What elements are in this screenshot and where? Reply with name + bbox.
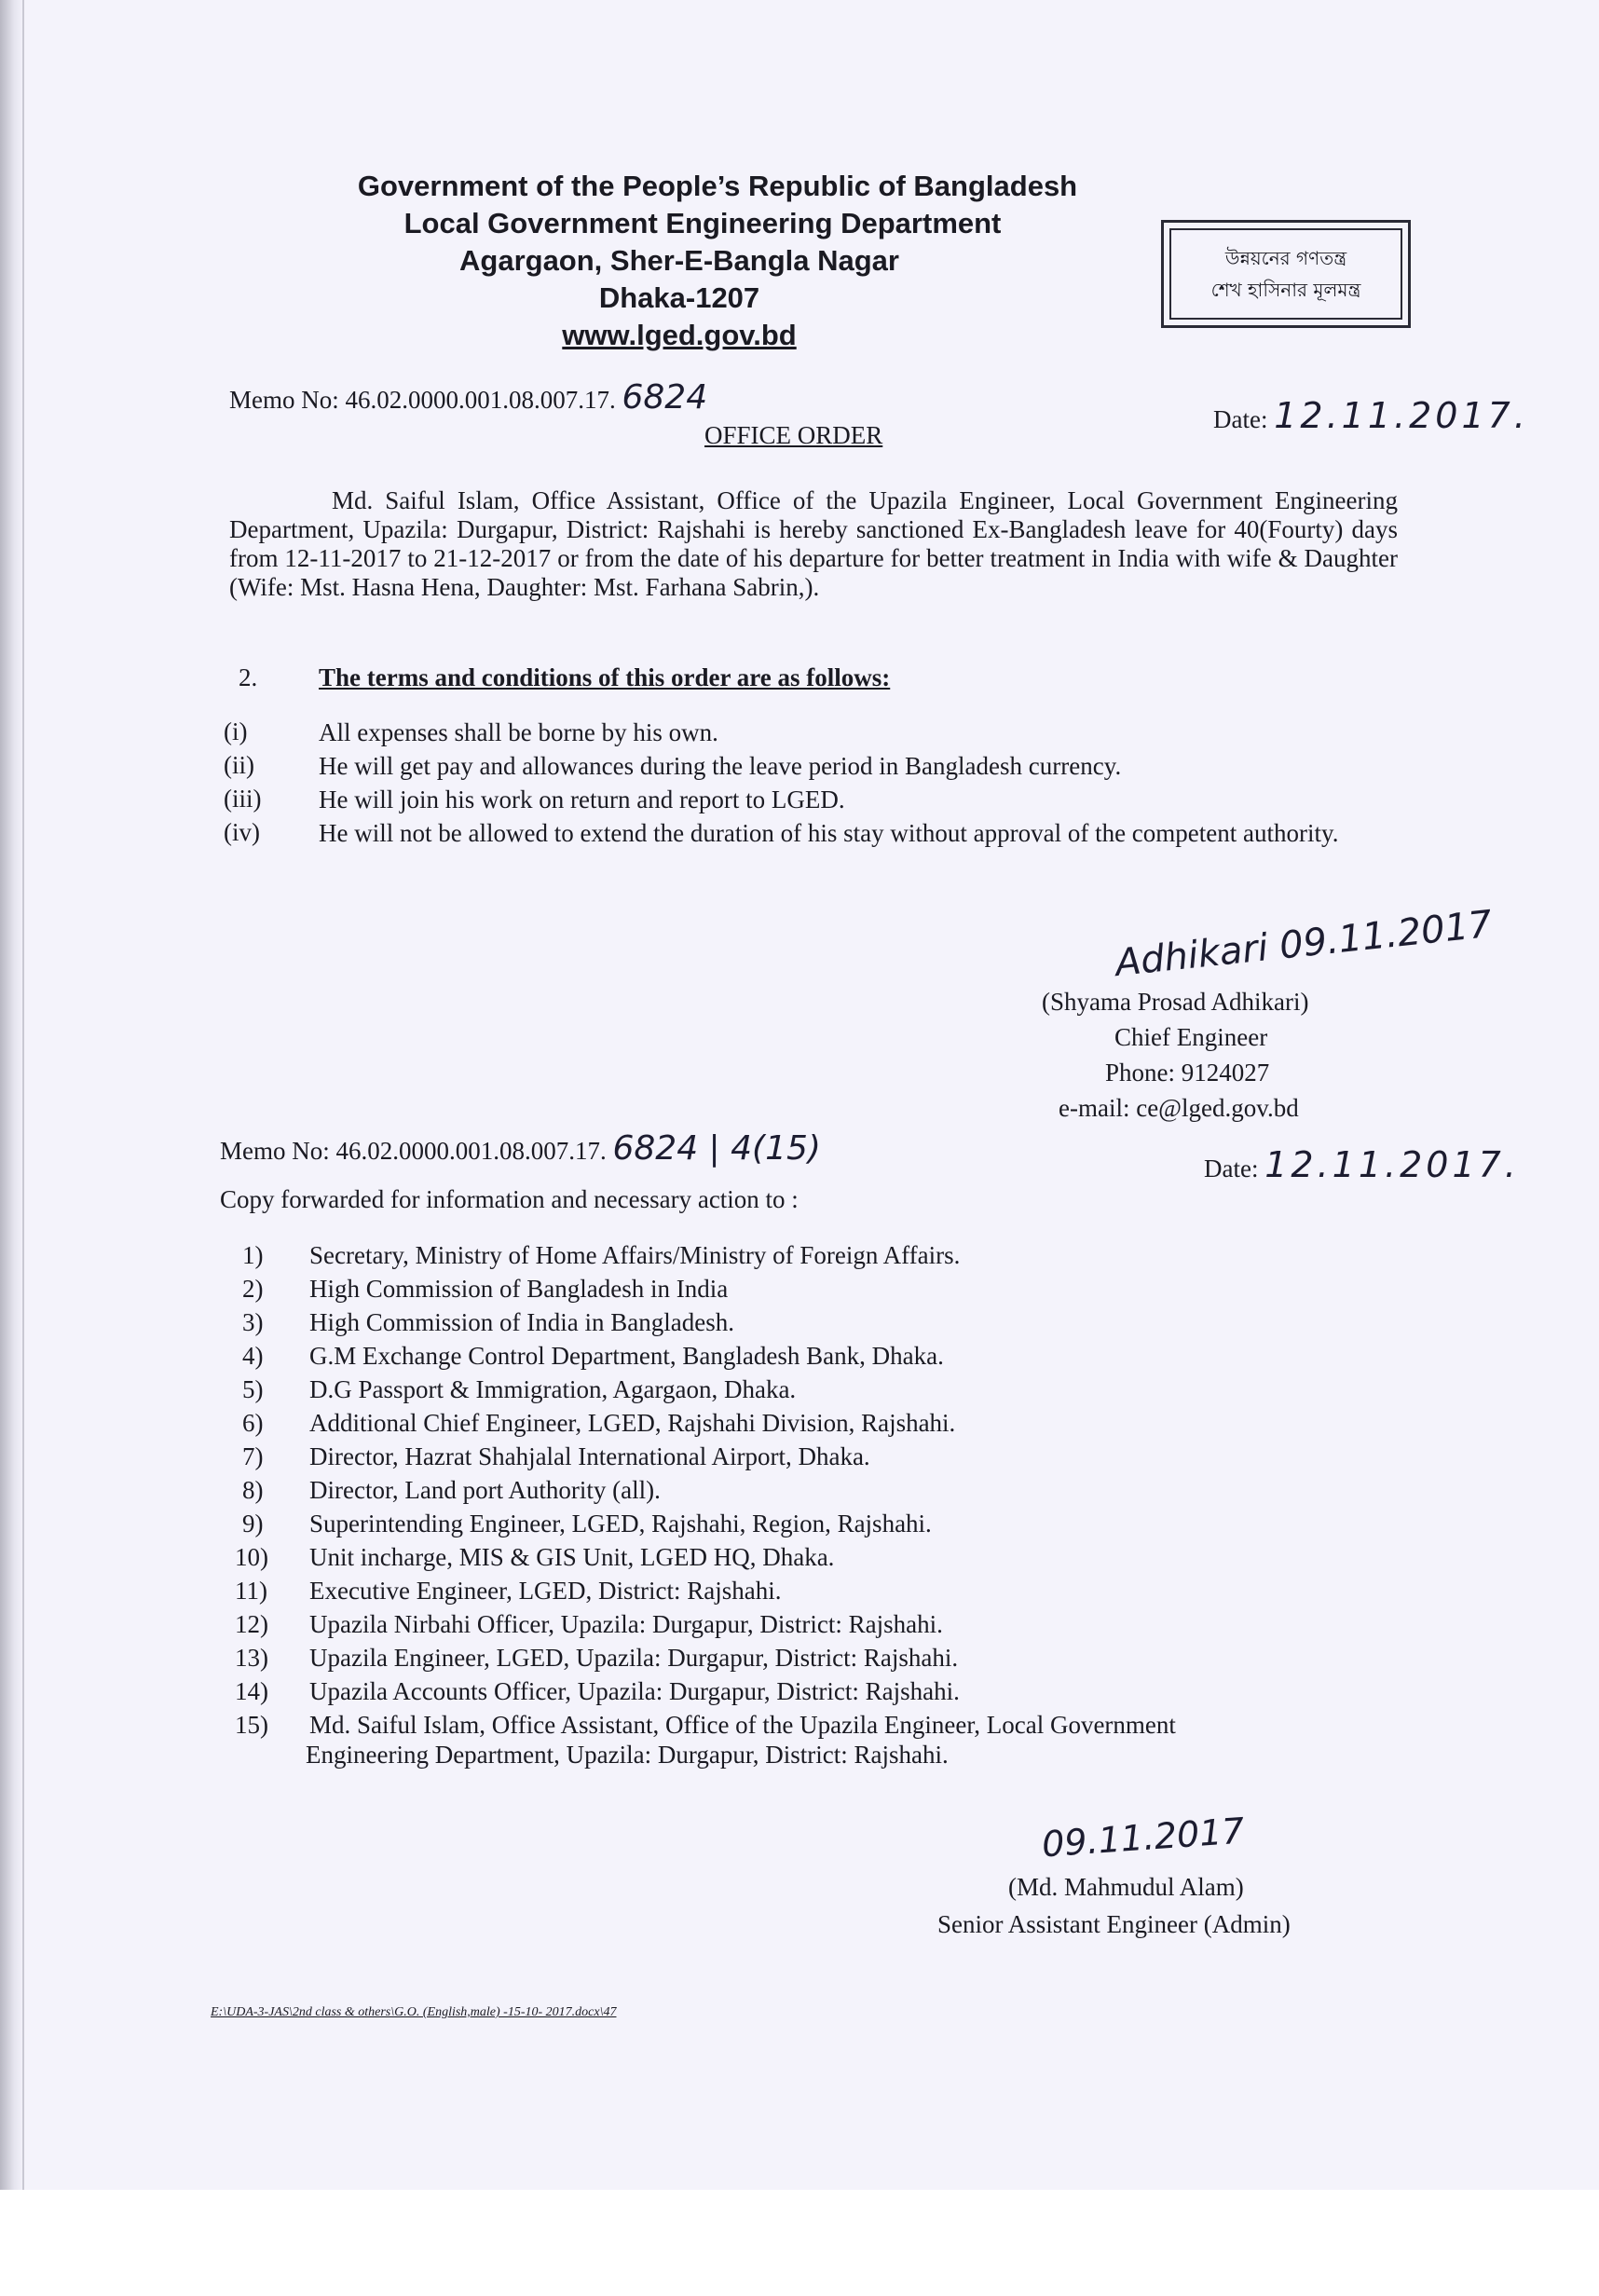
list-text: Upazila Accounts Officer, Upazila: Durgapur, District: Rajshahi. xyxy=(309,1677,960,1705)
list-num: 10) xyxy=(235,1543,268,1571)
term-num: (i) xyxy=(224,718,248,745)
term-text: He will join his work on return and report to LGED. xyxy=(319,786,845,813)
list-text: Executive Engineer, LGED, District: Rajshahi. xyxy=(309,1577,782,1605)
date-handwritten: 12.11.2017. xyxy=(1264,1144,1520,1185)
list-text: Unit incharge, MIS & GIS Unit, LGED HQ, Dhaka. xyxy=(309,1543,835,1571)
stamp-line-1: উন্নয়নের গণতন্ত্র xyxy=(1224,247,1347,269)
list-text: Director, Hazrat Shahjalal International Airport, Dhaka. xyxy=(309,1442,870,1470)
list-text: Engineering Department, Upazila: Durgapur, District: Rajshahi. xyxy=(306,1741,949,1769)
order-paragraph: Md. Saiful Islam, Office Assistant, Office of the Upazila Engineer, Local Government Engineering Department, Upazila: Durgapur, District: Rajshahi is hereby sanctioned Ex-Bangladesh leave for 40(Fourty) days from 12-11-2017 to 21-12-2017 or from the date of his departure for better treatment in India with wife & Daughter (Wife: Mst. Hasna Hena, Daughter: Mst. Farhana Sabrin,). xyxy=(229,486,1398,601)
header-address: Agargaon, Sher-E-Bangla Nagar xyxy=(459,244,899,277)
term-text: He will not be allowed to extend the duration of his stay without approval of the competent authority. xyxy=(319,819,1339,847)
date-handwritten: 12.11.2017. xyxy=(1274,395,1529,436)
term-item xyxy=(0,751,1599,783)
list-num: 1) xyxy=(242,1241,264,1269)
list-text: Md. Saiful Islam, Office Assistant, Office of the Upazila Engineer, Local Government xyxy=(309,1711,1176,1739)
list-text: G.M Exchange Control Department, Bangladesh Bank, Dhaka. xyxy=(309,1342,944,1370)
motto-stamp xyxy=(1161,220,1411,328)
term-num: (iii) xyxy=(224,785,262,813)
term-num: (iv) xyxy=(224,818,260,846)
signature-2: 09.11.2017 xyxy=(1040,1810,1246,1866)
stamp-line-2: শেখ হাসিনার মূলমন্ত্র xyxy=(1210,279,1361,301)
list-num: 4) xyxy=(242,1342,264,1370)
memo-prefix: Memo No: 46.02.0000.001.08.007.17. xyxy=(220,1137,607,1165)
header-website[interactable]: www.lged.gov.bd xyxy=(562,319,797,351)
memo-number-2 xyxy=(220,1129,821,1168)
signatory-1-phone: Phone: 9124027 xyxy=(1105,1059,1270,1086)
terms-heading: The terms and conditions of this order are as follows: xyxy=(319,663,891,691)
document-title: OFFICE ORDER xyxy=(704,421,883,449)
signature-1: Adhikari 09.11.2017 xyxy=(1113,902,1495,986)
list-num: 13) xyxy=(235,1644,268,1672)
signatory-1-designation: Chief Engineer xyxy=(1114,1023,1268,1051)
list-num: 3) xyxy=(242,1308,264,1336)
memo-number-1 xyxy=(229,378,707,417)
signatory-2-designation: Senior Assistant Engineer (Admin) xyxy=(937,1910,1291,1938)
header-city: Dhaka-1207 xyxy=(598,281,760,314)
list-num: 15) xyxy=(235,1711,268,1739)
list-text: Superintending Engineer, LGED, Rajshahi, Region, Rajshahi. xyxy=(309,1510,932,1538)
list-text: Director, Land port Authority (all). xyxy=(309,1476,661,1504)
list-num: 11) xyxy=(235,1577,267,1605)
term-item xyxy=(0,718,1599,749)
list-num: 5) xyxy=(242,1375,264,1403)
list-num: 8) xyxy=(242,1476,264,1504)
list-num: 7) xyxy=(242,1442,264,1470)
memo-date-2 xyxy=(1204,1144,1520,1185)
list-text: Additional Chief Engineer, LGED, Rajshahi Division, Rajshahi. xyxy=(309,1409,956,1437)
list-text: Upazila Nirbahi Officer, Upazila: Durgapur, District: Rajshahi. xyxy=(309,1610,943,1638)
signatory-2-name: (Md. Mahmudul Alam) xyxy=(1008,1873,1244,1901)
list-text: Upazila Engineer, LGED, Upazila: Durgapur, District: Rajshahi. xyxy=(309,1644,959,1672)
terms-number: 2. xyxy=(239,663,258,691)
list-num: 6) xyxy=(242,1409,264,1437)
term-item xyxy=(0,785,1599,816)
term-text: All expenses shall be borne by his own. xyxy=(319,718,718,746)
term-text: He will get pay and allowances during the leave period in Bangladesh currency. xyxy=(319,752,1122,780)
memo-date-1 xyxy=(1213,395,1529,436)
list-text: High Commission of Bangladesh in India xyxy=(309,1275,729,1303)
list-text: High Commission of India in Bangladesh. xyxy=(309,1308,734,1336)
scan-bottom-margin xyxy=(0,2190,1599,2296)
list-num: 12) xyxy=(235,1610,268,1638)
term-num: (ii) xyxy=(224,751,254,779)
term-item xyxy=(0,818,1599,883)
footer-file-path: E:\UDA-3-JAS\2nd class & others\G.O. (English,male) -15-10- 2017.docx\47 xyxy=(211,2005,617,2019)
header-government: Government of the People’s Republic of Bangladesh xyxy=(357,170,1078,202)
list-num: 14) xyxy=(235,1677,268,1705)
list-num: 2) xyxy=(242,1275,264,1303)
signatory-1-email[interactable]: e-mail: ce@lged.gov.bd xyxy=(1059,1094,1299,1122)
list-text: D.G Passport & Immigration, Agargaon, Dhaka. xyxy=(309,1375,797,1403)
copy-intro: Copy forwarded for information and necessary action to : xyxy=(220,1185,799,1213)
memo-handwritten-number: 6824 xyxy=(622,378,708,417)
list-text: Secretary, Ministry of Home Affairs/Ministry of Foreign Affairs. xyxy=(309,1241,961,1269)
list-num: 9) xyxy=(242,1510,264,1538)
memo-handwritten-number: 6824 | 4(15) xyxy=(612,1129,821,1168)
header-department: Local Government Engineering Department xyxy=(403,207,1002,239)
date-label: Date: xyxy=(1204,1155,1259,1182)
date-label: Date: xyxy=(1213,405,1268,433)
signatory-1-name: (Shyama Prosad Adhikari) xyxy=(1042,988,1309,1016)
memo-prefix: Memo No: 46.02.0000.001.08.007.17. xyxy=(229,386,616,414)
